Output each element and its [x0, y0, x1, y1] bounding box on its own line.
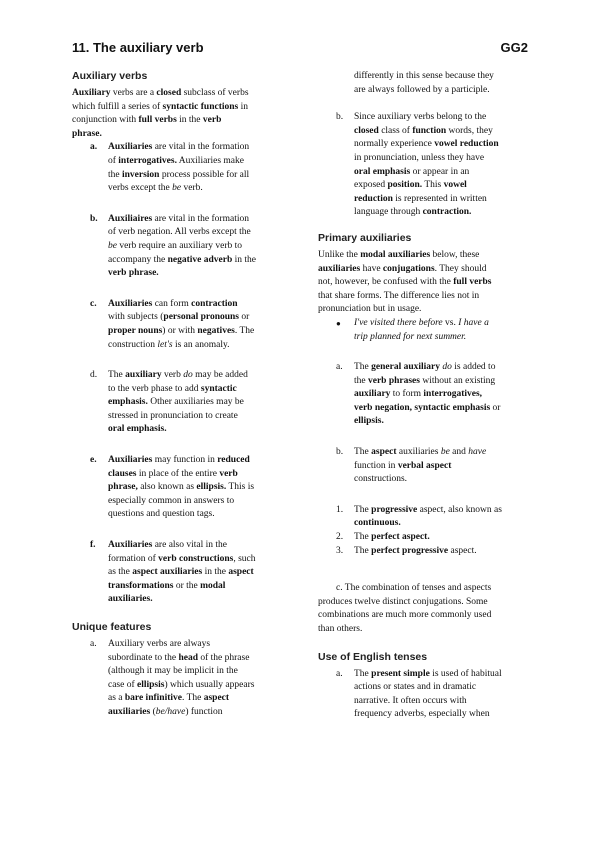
list-marker: a. — [336, 668, 343, 679]
list-text: Since auxiliary verbs belong to the closed class of function words, they normally experience vowel reduction in pronunciation, unless they have oral emphasis or appear in an exposed position. This vowel reduction is represented in written language through contraction. — [354, 112, 499, 218]
list-text: Auxiliary verbs are always subordinate to the head of the phrase (although it may be implicit in the case of ellipsis) which usually appears as a bare infinitive. The aspect auxiliaries (be/have) function — [108, 639, 255, 717]
right-column — [318, 70, 530, 722]
list-text: Auxiliaires are vital in the formation of verb negation. All verbs except the be verb require an auxiliary verb to accompany the negative adverb in the verb phrase. — [108, 213, 257, 279]
list-text: The general auxiliary do is added to the verb phrases without an existing auxiliary to form interrogatives, verb negation, syntactic emphasis or ellipsis. — [354, 362, 501, 427]
numbered-item — [336, 545, 530, 559]
page-header — [72, 40, 528, 55]
course-code: GG2 — [500, 40, 528, 55]
heading-use-of-tenses: Use of English tenses — [318, 650, 428, 663]
list-marker: d. — [90, 370, 98, 381]
list-marker: a. — [336, 362, 343, 373]
list-item — [336, 361, 530, 429]
list-item — [90, 369, 288, 437]
left-column — [72, 70, 288, 720]
heading-auxiliary-verbs: Auxiliary verbs — [72, 70, 148, 82]
list-marker: b. — [336, 447, 344, 458]
intro-paragraph: Auxiliary verbs are a closed subclass of verbs which fulfill a series of syntactic functions in conjunction with full verbs in the verb phrase. — [72, 88, 249, 139]
list-marker: f. — [90, 540, 96, 551]
list-marker: a. — [90, 639, 97, 649]
list-text: The progressive aspect, also known as continuous. — [354, 504, 502, 529]
list-item — [336, 446, 530, 487]
list-marker: a. — [90, 142, 98, 153]
list-item — [90, 213, 288, 281]
bullet-item — [336, 317, 530, 344]
list-marker: 2. — [336, 532, 344, 543]
list-marker: 1. — [336, 504, 344, 515]
list-item — [90, 454, 288, 522]
list-text: Auxiliaries are also vital in the formation of verb constructions, such as the aspect auxiliaries in the aspect transformations or the modal auxiliaries. — [108, 540, 256, 605]
bullet-marker: ● — [336, 318, 341, 328]
list-text: Auxiliaries are vital in the formation of interrogatives. Auxiliaries make the inversion process possible for all verbs except the be verb. — [108, 142, 250, 194]
list-marker: b. — [90, 213, 98, 224]
list-item — [336, 111, 530, 220]
list-item — [336, 668, 530, 722]
heading-primary-auxiliaries: Primary auxiliaries — [318, 231, 412, 244]
list-item — [90, 298, 288, 352]
list-text: The perfect progressive aspect. — [354, 545, 477, 556]
combination-paragraph: c. The combination of tenses and aspects produces twelve distinct conjugations. Some combinations are much more commonly used than others. — [318, 583, 492, 634]
primary-paragraph: Unlike the modal auxiliaries below, these auxiliaries have conjugations. They should not, however, be confused with the full verbs that share forms. The difference lies not in pronunciation but in usage. — [318, 249, 492, 315]
list-text: The present simple is used of habitual actions or states and in dramatic narrative. It often occurs with frequency adverbs, especially when — [354, 668, 502, 720]
list-marker: e. — [90, 455, 97, 466]
list-item — [90, 539, 288, 607]
list-marker: b. — [336, 112, 344, 123]
list-item — [90, 141, 288, 195]
chapter-title: 11. The auxiliary verb — [72, 40, 204, 55]
list-text: Auxiliaries may function in reduced clauses in place of the entire verb phrase, also known as ellipsis. This is especially common in answers to questions and question tags. — [108, 455, 255, 520]
numbered-item — [336, 531, 530, 545]
bullet-text: I've visited there before vs. I have a trip planned for next summer. — [354, 317, 489, 342]
list-text: The auxiliary verb do may be added to the verb phase to add syntactic emphasis. Other auxiliaries may be stressed in pronunciation to create oral emphasis. — [108, 370, 248, 435]
list-marker: c. — [90, 298, 97, 309]
list-text: The aspect auxiliaries be and have function in verbal aspect constructions. — [354, 447, 487, 485]
list-item — [90, 638, 288, 720]
numbered-item — [336, 504, 530, 531]
list-marker: 3. — [336, 545, 344, 556]
list-text: Auxiliaries can form contraction with subjects (personal pronouns or proper nouns) or with negatives. The construction let's is an anomaly. — [108, 298, 255, 350]
list-text: The perfect aspect. — [354, 532, 430, 543]
continued-text: differently in this sense because they are always followed by a participle. — [354, 71, 494, 95]
heading-unique-features: Unique features — [72, 621, 152, 633]
